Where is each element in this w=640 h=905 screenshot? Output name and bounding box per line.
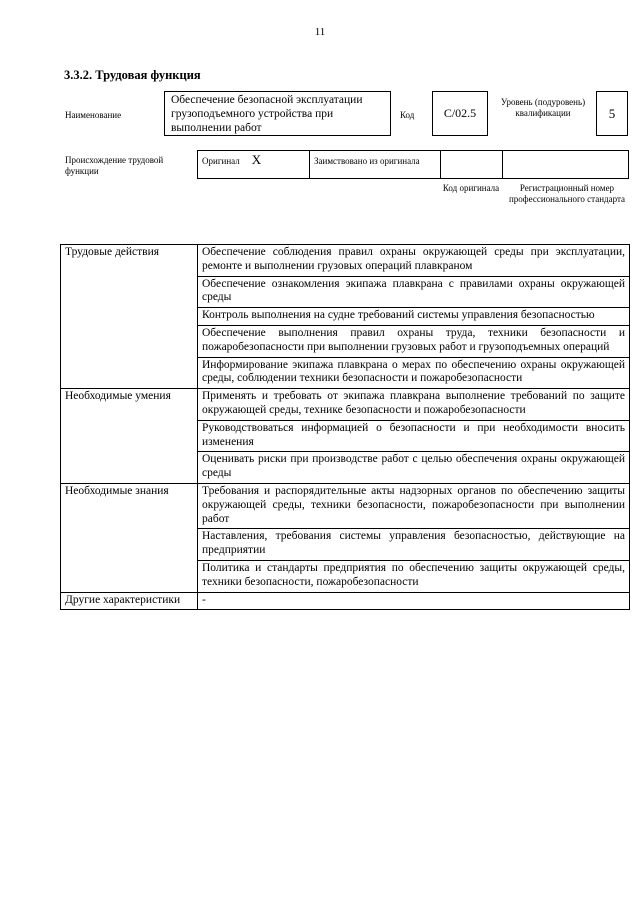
row-item: Политика и стандарты предприятия по обеспечению защиты окружающей среды, техники безопасности, пожаробезопасности [198, 560, 630, 592]
row-group-label: Другие характеристики [61, 592, 198, 610]
table-row [61, 483, 630, 528]
row-item: Руководствоваться информацией о безопасности и при необходимости вносить изменения [198, 420, 630, 452]
code-label: Код [400, 110, 415, 120]
origin-label: Происхождение трудовой функции [65, 155, 164, 176]
code-original-caption: Код оригинала [442, 183, 500, 193]
function-name-box [164, 91, 391, 136]
row-item: Информирование экипажа плавкрана о мерах по обеспечению охраны окружающей среды, соблюдении техники безопасности и пожаробезопасности [198, 357, 630, 389]
level-box [596, 91, 628, 136]
level-value: 5 [608, 105, 616, 121]
section-title: 3.3.2. Трудовая функция [64, 68, 201, 82]
row-item: Оценивать риски при производстве работ с целью обеспечения охраны окружающей среды [198, 452, 630, 484]
level-label: Уровень (подуровень) квалификации [500, 97, 586, 118]
original-cell [198, 151, 310, 179]
row-item: - [198, 592, 630, 610]
borrowed-cell [310, 151, 441, 179]
row-item: Контроль выполнения на судне требований системы управления безопасностью [198, 308, 630, 326]
table-row [61, 245, 630, 277]
code-value: C/02.5 [443, 106, 477, 120]
row-item: Требования и распорядительные акты надзорных органов по обеспечению защиты окружающей среды, техники безопасности, пожаробезопасности при выполнении работ [198, 483, 630, 528]
function-name-value: Обеспечение безопасной эксплуатации грузоподъемного устройства при выполнении работ [171, 94, 363, 134]
borrowed-label: Заимствовано из оригинала [314, 156, 420, 166]
registration-caption: Регистрационный номер профессионального стандарта [508, 183, 626, 204]
origin-table [197, 150, 629, 179]
table-row [61, 389, 630, 421]
row-item: Обеспечение выполнения правил охраны труда, техники безопасности и пожаробезопасности при выполнении грузовых работ и грузоподъемных операций [198, 325, 630, 357]
original-label: Оригинал [202, 156, 240, 166]
row-item: Наставления, требования системы управления безопасностью, действующие на предприятии [198, 529, 630, 561]
row-group-label: Трудовые действия [61, 245, 198, 389]
code-original-cell [441, 151, 503, 179]
original-mark: X [251, 152, 262, 167]
row-group-label: Необходимые знания [61, 483, 198, 592]
row-item: Применять и требовать от экипажа плавкрана выполнение требований по защите окружающей среды, технике безопасности и пожаробезопасности [198, 389, 630, 421]
code-box [432, 91, 488, 136]
row-item: Обеспечение ознакомления экипажа плавкрана с правилами охраны окружающей среды [198, 276, 630, 308]
function-details-table [60, 244, 630, 610]
row-item: Обеспечение соблюдения правил охраны окружающей среды при эксплуатации, ремонте и выполнении грузовых операций плавкраном [198, 245, 630, 277]
table-row [61, 592, 630, 610]
row-group-label: Необходимые умения [61, 389, 198, 484]
page-number: 11 [314, 26, 326, 38]
name-label: Наименование [65, 110, 122, 120]
registration-cell [503, 151, 629, 179]
